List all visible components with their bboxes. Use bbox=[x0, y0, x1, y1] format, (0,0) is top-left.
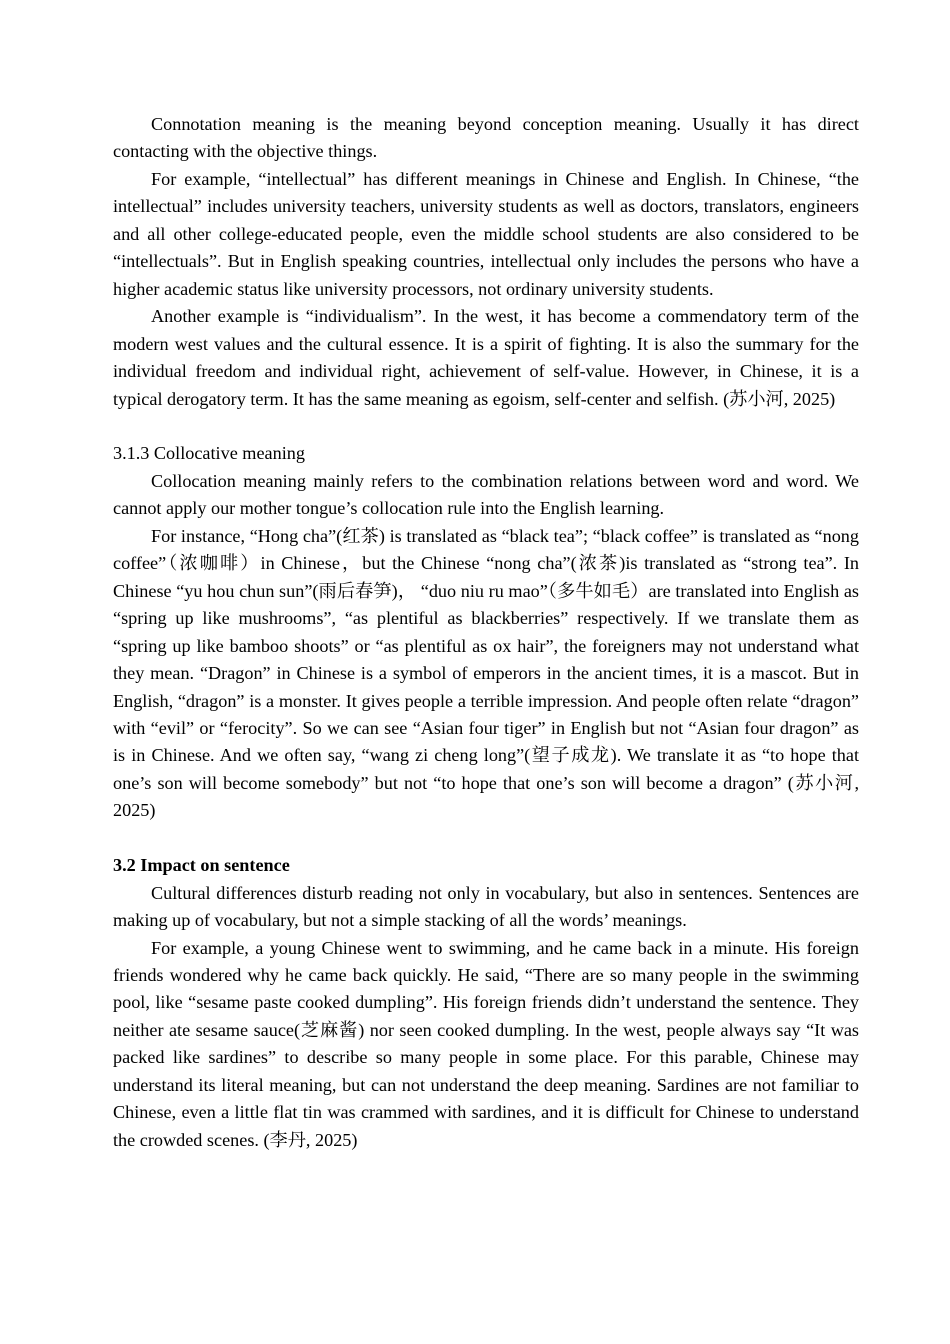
paragraph-collocation-examples: For instance, “Hong cha”(红茶) is translated as “black tea”; “black coffee” is translated as “nong coffee”（浓咖啡）in Chinese，but the Chinese “nong cha”(浓茶)is translated as “strong tea”. In Chinese “yu hou chun sun”(雨后春笋)， “duo niu ru mao”（多牛如毛）are translated into English as “spring up like mushrooms”, “as plentiful as blackberries” respectively. If we translate them as “spring up like bamboo shoots” or “as plentiful as ox hair”, the foreigners may not understand what they mean. “Dragon” in Chinese is a symbol of emperors in the ancient times, it is a mascot. But in English, “dragon” is a monster. It gives people a terrible impression. And people often relate “dragon” with “evil” or “ferocity”. So we can see “Asian four tiger” in English but not “Asian four dragon” as is in Chinese. And we often say, “wang zi cheng long”(望子成龙). We translate it as “to hope that one’s son will become somebody” but not “to hope that one’s son will become a dragon” (苏小河, 2025) bbox=[113, 525, 859, 821]
paragraph-intellectual-example: For example, “intellectual” has different meanings in Chinese and English. In Chinese, “the intellectual” includes university teachers, university students as well as doctors, translators, engineers and all other college-educated people, even the middle school students are also considered to be “intellectuals”. But in English speaking countries, intellectual only includes the persons who have a higher academic status like university processors, not ordinary university students. bbox=[113, 168, 859, 299]
heading-impact-on-sentence: 3.2 Impact on sentence bbox=[113, 855, 290, 876]
paragraph-swimming-example: For example, a young Chinese went to swimming, and he came back in a minute. His foreign friends wondered why he came back quickly. He said, “There are so many people in the swimming pool, like “sesame paste cooked dumpling”. His foreign friends didn’t understand the sentence. They neither ate sesame sauce(芝麻酱) nor seen cooked dumpling. In the west, people always say “It was packed like sardines” to describe so many people in some place. For this parable, Chinese may understand its literal meaning, but can not understand the deep meaning. Sardines are not familiar to Chinese, even a little flat tin was crammed with sardines, and it is difficult for Chinese to understand the crowded scenes. (李丹, 2025) bbox=[113, 937, 859, 1150]
paragraph-individualism-example: Another example is “individualism”. In the west, it has become a commendatory term of the modern west values and the cultural essence. It is a spirit of fighting. It is also the summary for the individual freedom and individual right, achievement of self-value. However, in Chinese, it is a typical derogatory term. It has the same meaning as egoism, self-center and selfish. (苏小河, 2025) bbox=[113, 306, 859, 409]
heading-collocative-meaning: 3.1.3 Collocative meaning bbox=[113, 443, 305, 464]
section-spacer bbox=[113, 825, 859, 852]
paragraph-connotation-definition: Connotation meaning is the meaning beyond conception meaning. Usually it has direct contacting with the objective things. bbox=[113, 114, 859, 162]
section-spacer bbox=[113, 413, 859, 440]
paragraph-collocation-definition: Collocation meaning mainly refers to the combination relations between word and word. We cannot apply our mother tongue’s collocation rule into the English learning. bbox=[113, 470, 859, 519]
paragraph-sentence-intro: Cultural differences disturb reading not only in vocabulary, but also in sentences. Sentences are making up of vocabulary, but not a simple stacking of all the words’ meanings. bbox=[113, 882, 859, 931]
document-page bbox=[113, 111, 859, 1154]
